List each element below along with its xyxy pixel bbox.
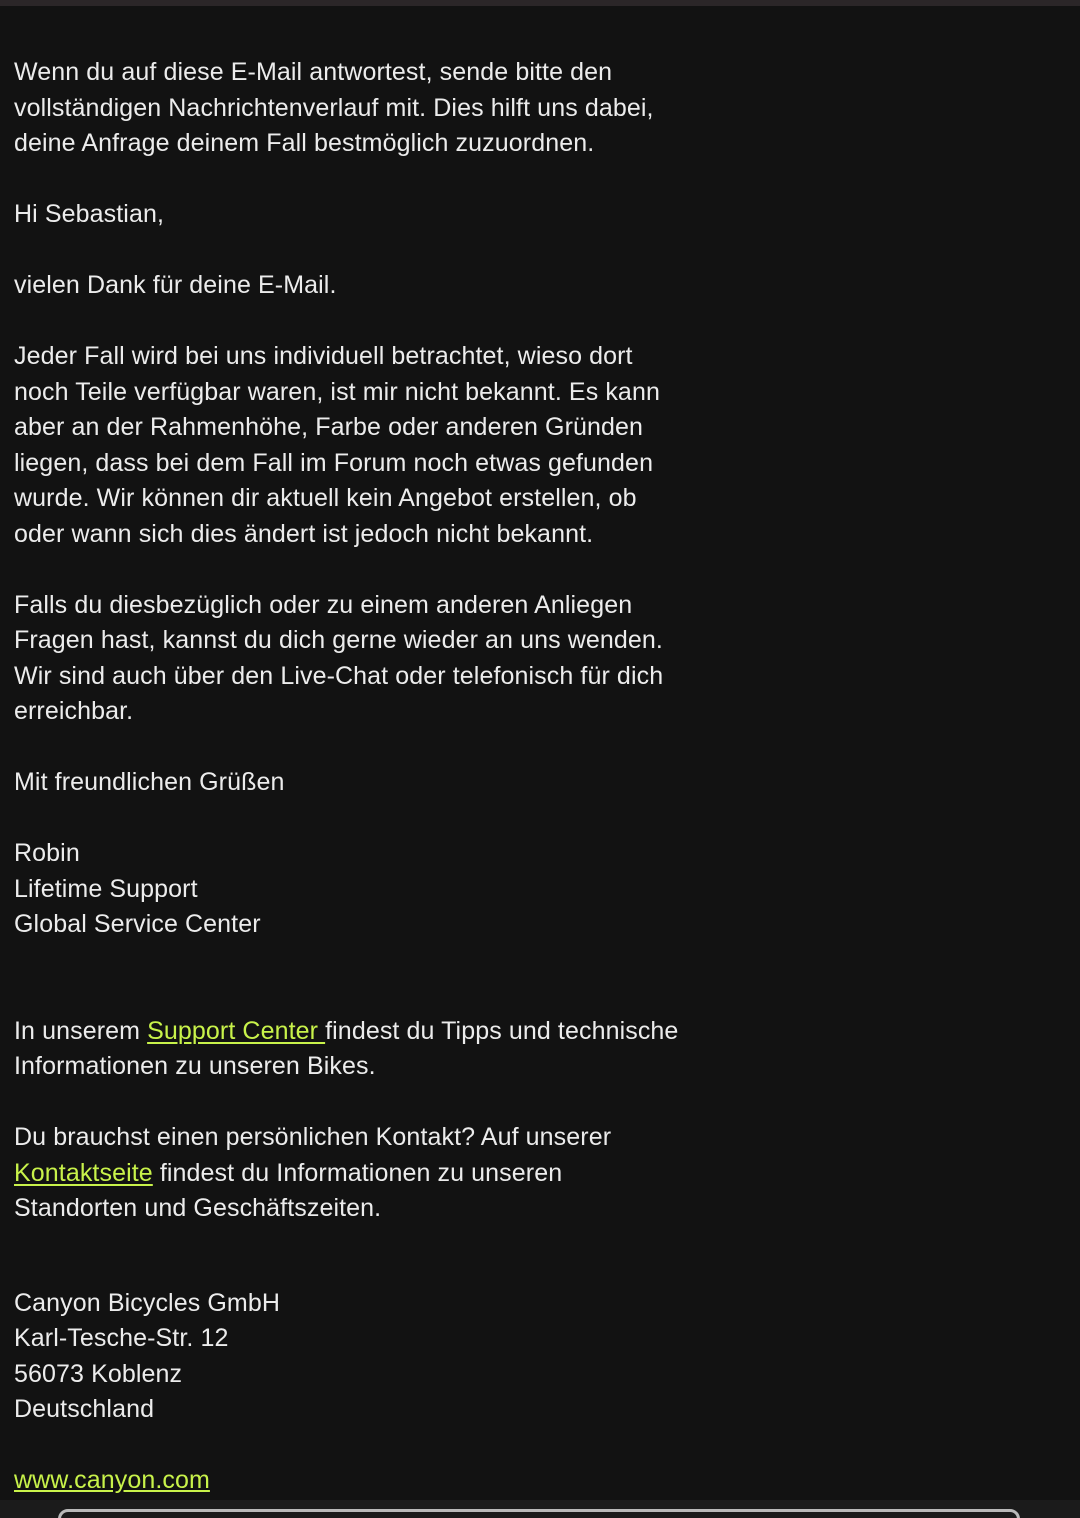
- contact-page-link[interactable]: Kontaktseite: [14, 1158, 153, 1187]
- company-city: 56073 Koblenz: [14, 1359, 183, 1388]
- bottom-sheet-handle[interactable]: [58, 1509, 1020, 1518]
- greeting: Hi Sebastian,: [14, 200, 164, 228]
- signature-name: Robin: [14, 839, 80, 867]
- explanation-line: Jeder Fall wird bei uns individuell betrachtet, wieso dort: [14, 342, 633, 370]
- support-line: Informationen zu unseren Bikes.: [14, 1052, 376, 1080]
- contact-paragraph: [14, 1120, 734, 1227]
- top-status-strip: [0, 0, 1080, 6]
- company-street: Karl-Tesche-Str. 12: [14, 1324, 229, 1352]
- explanation-line: oder wann sich dies ändert ist jedoch nicht bekannt.: [14, 519, 594, 548]
- company-address: [14, 1286, 734, 1428]
- explanation-line: aber an der Rahmenhöhe, Farbe oder anderen Gründen: [14, 413, 644, 441]
- reply-instructions-line: vollständigen Nachrichtenverlauf mit. Dies hilft uns dabei,: [14, 93, 654, 122]
- explanation-line: liegen, dass bei dem Fall im Forum noch etwas gefunden: [14, 448, 654, 477]
- closing: Mit freundlichen Grüßen: [14, 768, 285, 796]
- questions-line: Wir sind auch über den Live-Chat oder telefonisch für dich: [14, 661, 664, 690]
- questions-line: Falls du diesbezüglich oder zu einem anderen Anliegen: [14, 590, 633, 619]
- reply-instructions-line: Wenn du auf diese E-Mail antwortest, sende bitte den: [14, 58, 613, 86]
- website-link[interactable]: www.canyon.com: [14, 1466, 210, 1494]
- support-prefix: In unserem: [14, 1016, 148, 1045]
- support-center-link[interactable]: Support Center: [147, 1016, 326, 1045]
- support-suffix: findest du Tipps und technische: [325, 1016, 679, 1045]
- company-country: Deutschland: [14, 1395, 155, 1423]
- thanks-line: vielen Dank für deine E-Mail.: [14, 271, 337, 299]
- reply-instructions: [14, 55, 734, 162]
- reply-instructions-line: deine Anfrage deinem Fall bestmöglich zuzuordnen.: [14, 129, 595, 157]
- explanation-line: noch Teile verfügbar waren, ist mir nicht bekannt. Es kann: [14, 377, 660, 406]
- contact-suffix: findest du Informationen zu unseren: [152, 1158, 563, 1187]
- questions-line: erreichbar.: [14, 697, 134, 725]
- signature: [14, 836, 734, 943]
- email-body: [14, 55, 734, 1499]
- signature-team: Lifetime Support: [14, 874, 198, 903]
- questions-paragraph: [14, 588, 734, 730]
- questions-line: Fragen hast, kannst du dich gerne wieder an uns wenden.: [14, 626, 663, 654]
- explanation-line: wurde. Wir können dir aktuell kein Angebot erstellen, ob: [14, 484, 637, 512]
- company-name: Canyon Bicycles GmbH: [14, 1288, 280, 1317]
- signature-department: Global Service Center: [14, 910, 261, 938]
- explanation-paragraph: [14, 339, 734, 552]
- contact-line: Du brauchst einen persönlichen Kontakt? Auf unserer: [14, 1123, 612, 1151]
- contact-line: Standorten und Geschäftszeiten.: [14, 1194, 382, 1222]
- support-paragraph: [14, 1014, 734, 1085]
